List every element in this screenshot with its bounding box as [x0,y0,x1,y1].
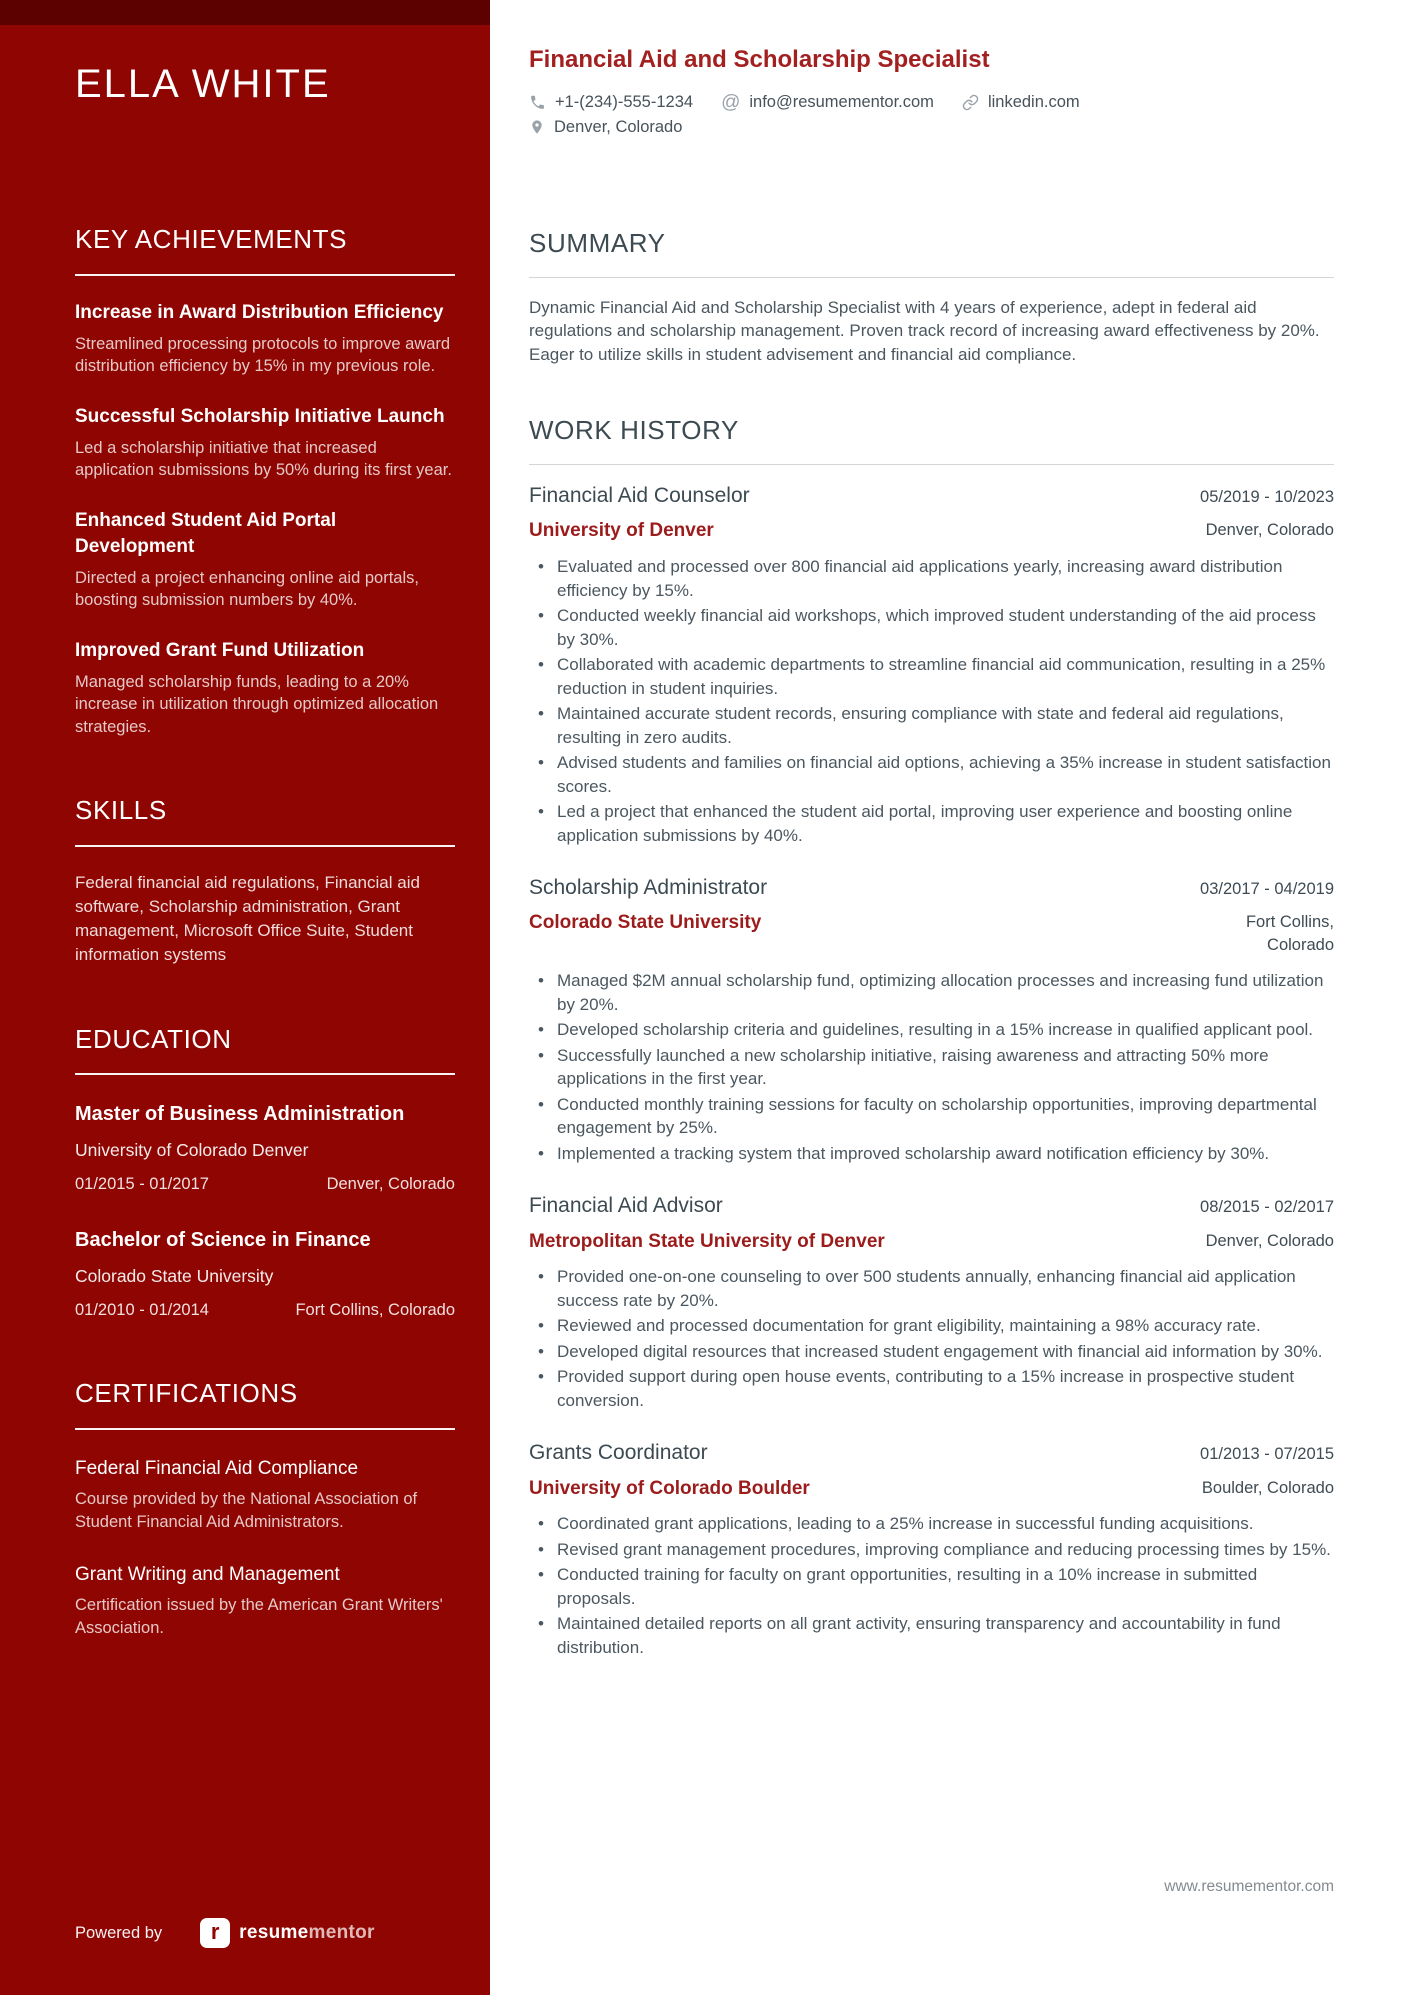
phone-icon [529,94,546,111]
powered-by-label: Powered by [75,1923,163,1942]
achievement-description: Directed a project enhancing online aid portals, boosting submission numbers by 40%. [75,568,419,610]
job-bullet: • Evaluated and processed over 800 financial aid applications yearly, increasing award distribution efficiency by 15%. [529,555,1334,602]
job-bullet: • Implemented a tracking system that improved scholarship award notification efficiency by 30%. [529,1142,1334,1166]
section-divider [75,274,455,276]
linkedin-url: linkedin.com [987,92,1080,111]
brand-wordmark [239,1922,375,1944]
school-name: Colorado State University [75,1266,274,1287]
job-entry [529,1193,1334,1412]
job-location: Denver, Colorado [1205,521,1334,540]
achievement-item [75,300,455,378]
summary-heading: SUMMARY [529,227,666,258]
link-icon [962,94,979,111]
job-bullet: • Developed scholarship criteria and guidelines, resulting in a 15% increase in qualified applicant pool. [529,1018,1334,1042]
skills-heading: SKILLS [75,795,167,826]
education-dates: 01/2015 - 01/2017 [75,1175,209,1194]
degree-title: Master of Business Administration [75,1103,405,1126]
job-title: Grants Coordinator [529,1441,708,1465]
phone-number: +1-(234)-555-1234 [555,92,694,111]
job-bullet: • Managed $2M annual scholarship fund, optimizing allocation processes and increasing fund utilization by 20%. [529,969,1334,1016]
job-bullet: • Collaborated with academic departments to streamline financial aid communication, resulting in a 25% reduction in student inquiries. [529,653,1334,700]
logo-letter: r [210,1919,220,1944]
location-text: Denver, Colorado [554,117,683,136]
achievement-item [75,638,455,739]
certification-item [75,1560,455,1640]
achievement-title: Improved Grant Fund Utilization [75,639,365,661]
job-location: Fort Collins, Colorado [1245,913,1334,955]
achievement-item [75,404,455,482]
candidate-name: ELLA WHITE [75,62,331,106]
email-address: info@resumementor.com [749,92,934,111]
site-url[interactable]: www.resumementor.com [1164,1878,1334,1895]
achievement-description: Managed scholarship funds, leading to a 20% increase in utilization through optimized allocation strategies. [75,672,439,736]
job-bullet: • Developed digital resources that increased student engagement with financial aid information by 30%. [529,1340,1334,1364]
skills-text: Federal financial aid regulations, Financial aid software, Scholarship administration, Grant management, Microsoft Office Suite, Student information systems [75,872,420,964]
job-dates: 05/2019 - 10/2023 [1200,488,1334,507]
achievement-description: Streamlined processing protocols to improve award distribution efficiency by 15% in my previous role. [75,334,451,376]
job-entry [529,875,1334,1165]
job-bullet: • Successfully launched a new scholarship initiative, raising awareness and attracting 50% more applications in the first year. [529,1044,1334,1091]
section-divider [529,277,1334,278]
job-bullets [529,1265,1334,1412]
job-dates: 01/2013 - 07/2015 [1200,1445,1334,1464]
job-bullet: • Led a project that enhanced the student aid portal, improving user experience and boosting online application submissions by 40%. [529,800,1334,847]
section-divider [75,1428,455,1430]
achievement-description: Led a scholarship initiative that increased application submissions by 50% during its first year. [75,438,452,480]
achievements-heading: KEY ACHIEVEMENTS [75,224,348,254]
email-at-icon: @ [721,91,741,113]
education-heading: EDUCATION [75,1023,232,1054]
job-bullet: • Advised students and families on financial aid options, achieving a 35% increase in student satisfaction scores. [529,751,1334,798]
brand-light: mentor [308,1922,375,1943]
degree-title: Bachelor of Science in Finance [75,1229,371,1252]
education-meta [75,1299,455,1321]
achievement-title: Enhanced Student Aid Portal Development [75,509,337,557]
section-divider [75,1073,455,1075]
job-location: Boulder, Colorado [1201,1478,1334,1497]
brand-bold: resume [239,1922,309,1943]
certification-title: Federal Financial Aid Compliance [75,1457,359,1479]
education-item [75,1225,455,1321]
education-meta [75,1173,455,1195]
job-bullet: • Provided one-on-one counseling to over 500 students annually, enhancing financial aid application success rate by 20%. [529,1265,1334,1312]
achievements-list [75,300,455,739]
education-item [75,1099,455,1195]
job-location: Denver, Colorado [1205,1231,1334,1250]
job-bullet: • Reviewed and processed documentation for grant eligibility, maintaining a 98% accuracy rate. [529,1314,1334,1338]
job-dates: 08/2015 - 02/2017 [1200,1198,1334,1217]
linkedin-contact[interactable] [962,93,1080,112]
jobs-list [529,483,1334,1659]
job-bullet: • Revised grant management procedures, improving compliance and reducing processing times by 15%. [529,1538,1334,1562]
section-divider [75,845,455,847]
summary-section [529,229,1334,366]
location-contact [529,118,682,137]
certifications-heading: CERTIFICATIONS [75,1378,298,1409]
job-dates: 03/2017 - 04/2019 [1200,880,1334,899]
job-bullet: • Conducted training for faculty on grant opportunities, resulting in a 10% increase in submitted proposals. [529,1563,1334,1610]
job-title: Financial Aid Counselor [529,484,750,508]
location-pin-icon [529,119,545,135]
certification-title: Grant Writing and Management [75,1563,340,1585]
main-content [490,0,1410,1659]
contact-info [529,93,1334,137]
education-location: Fort Collins, Colorado [295,1301,455,1320]
phone-contact[interactable] [529,93,693,112]
job-entry [529,1440,1334,1659]
achievement-item [75,508,455,612]
company-name: Metropolitan State University of Denver [529,1230,885,1252]
email-contact[interactable] [721,93,934,112]
section-divider [529,464,1334,465]
resumementor-logo-icon [200,1918,230,1948]
company-name: University of Colorado Boulder [529,1477,810,1499]
certifications-list [75,1454,455,1640]
job-title: Financial Aid Advisor [529,1194,723,1218]
job-target-title: Financial Aid and Scholarship Specialist [529,46,990,73]
job-entry [529,483,1334,847]
education-list [75,1099,455,1321]
summary-text: Dynamic Financial Aid and Scholarship Specialist with 4 years of experience, adept in federal aid regulations and scholarship management. Proven track record of increasing award effectiveness by 20%. Eager to utilize skills in student advisement and financial aid compliance. [529,297,1320,364]
work-history-heading: WORK HISTORY [529,415,739,446]
job-bullet: • Conducted weekly financial aid workshops, which improved student understanding of the aid process by 30%. [529,604,1334,651]
sidebar [0,0,490,1995]
certification-description: Certification issued by the American Grant Writers' Association. [75,1595,443,1637]
education-dates: 01/2010 - 01/2014 [75,1301,209,1320]
job-bullets [529,555,1334,847]
certification-description: Course provided by the National Association of Student Financial Aid Administrators. [75,1489,418,1531]
powered-by-footer [75,1918,375,1948]
job-bullet: • Coordinated grant applications, leading to a 25% increase in successful funding acquisitions. [529,1512,1334,1536]
work-history-section [529,416,1334,1659]
job-bullets [529,1512,1334,1659]
achievement-title: Successful Scholarship Initiative Launch [75,405,445,427]
certification-item [75,1454,455,1534]
education-location: Denver, Colorado [326,1175,455,1194]
company-name: Colorado State University [529,912,762,934]
achievement-title: Increase in Award Distribution Efficiency [75,301,444,323]
job-bullet: • Provided support during open house events, contributing to a 15% increase in prospective student conversion. [529,1365,1334,1412]
job-bullet: • Maintained detailed reports on all grant activity, ensuring transparency and accountability in fund distribution. [529,1612,1334,1659]
school-name: University of Colorado Denver [75,1140,309,1161]
job-bullet: • Maintained accurate student records, ensuring compliance with state and federal aid regulations, resulting in zero audits. [529,702,1334,749]
job-bullet: • Conducted monthly training sessions for faculty on scholarship opportunities, improving departmental engagement by 25%. [529,1093,1334,1140]
job-title: Scholarship Administrator [529,876,768,900]
job-bullets [529,969,1334,1165]
company-name: University of Denver [529,520,714,542]
